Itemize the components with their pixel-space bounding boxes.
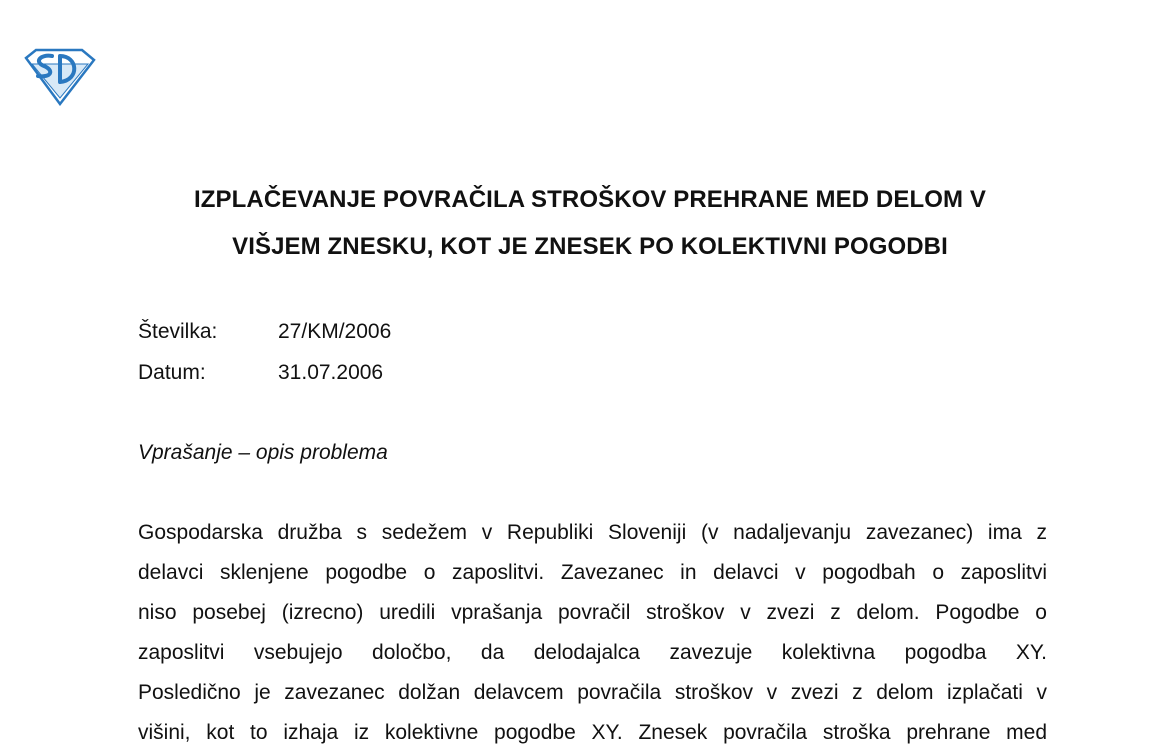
number-label: Številka: — [138, 320, 218, 343]
document-title-line-1: IZPLAČEVANJE POVRAČILA STROŠKOV PREHRANE MED DELOM V — [194, 186, 986, 213]
body-line: Posledično je zavezanec dolžan delavcem povračila stroškov v zvezi z delom izplačati v — [138, 681, 1047, 704]
date-value: 31.07.2006 — [278, 361, 384, 384]
body-line: delavci sklenjene pogodbe o zaposlitvi. Zavezanec in delavci v pogodbah o zaposlitvi — [138, 561, 1047, 584]
body-line: zaposlitvi vsebujejo določbo, da delodajalca zavezuje kolektivna pogodba XY. — [138, 641, 1047, 664]
body-line: višini, kot to izhaja iz kolektivne pogodbe XY. Znesek povračila stroška prehrane med — [138, 721, 1047, 744]
document-title-line-2: VIŠJEM ZNESKU, KOT JE ZNESEK PO KOLEKTIVNI POGODBI — [232, 233, 948, 260]
body-line: Gospodarska družba s sedežem v Republiki Sloveniji (v nadaljevanju zavezanec) ima z — [138, 521, 1047, 544]
date-label: Datum: — [138, 361, 206, 384]
section-heading: Vprašanje – opis problema — [138, 441, 388, 464]
body-line: niso posebej (izrecno) uredili vprašanja povračil stroškov v zvezi z delom. Pogodbe o — [138, 601, 1047, 624]
number-value: 27/KM/2006 — [278, 320, 392, 343]
logo-icon — [22, 48, 96, 106]
